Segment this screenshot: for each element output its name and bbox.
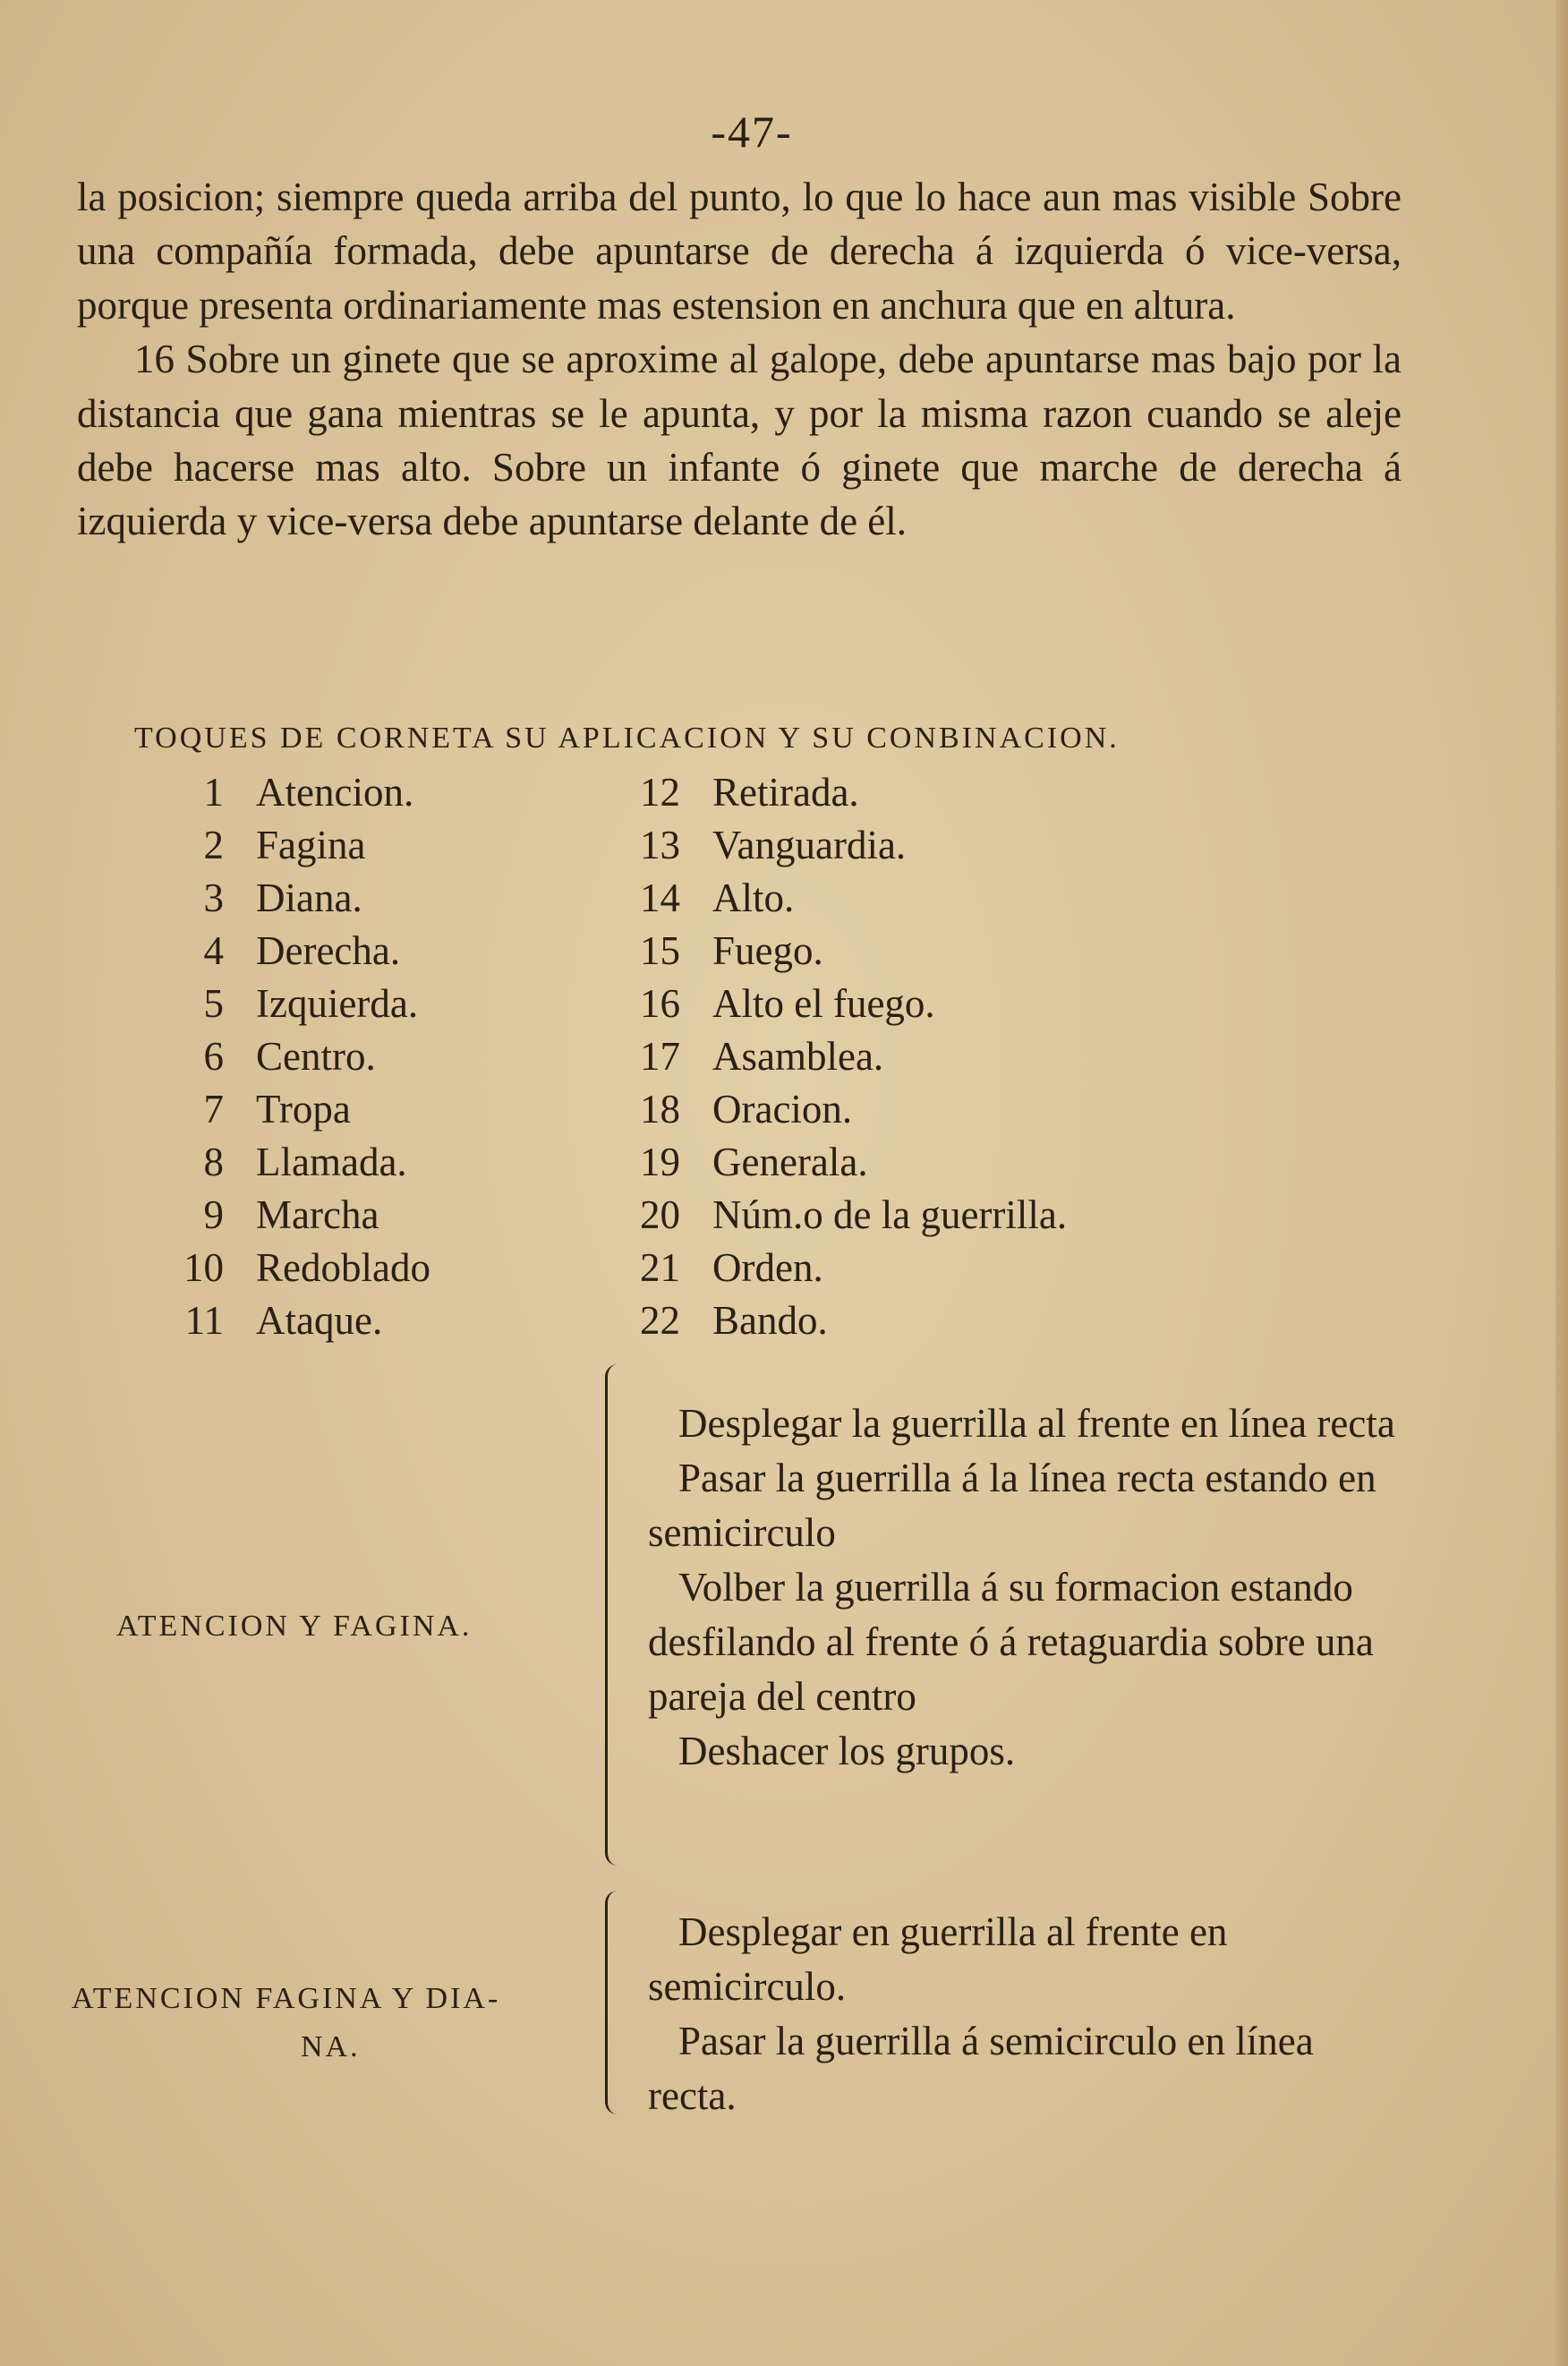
toque-item (170, 818, 365, 872)
toque-item (626, 1188, 1067, 1242)
toque-label: Vanguardia. (712, 823, 907, 867)
toque-label: Izquierda. (256, 981, 419, 1026)
toque-item (170, 1135, 407, 1189)
toque-label: Llamada. (256, 1140, 407, 1184)
toque-number: 16 (640, 981, 680, 1026)
toque-label: Oracion. (712, 1087, 853, 1132)
toque-number: 8 (203, 1140, 224, 1184)
combination-items (648, 1905, 1398, 2123)
toque-number: 21 (640, 1245, 680, 1290)
paragraph-2: 16 Sobre un ginete que se aproxime al galope, debe apuntarse mas bajo por la distancia que gana mientras se le apunta, y por la misma razon cuando se aleje debe hacerse mas alto. Sobre un infante ó ginete que marche de derecha á izquierda y vice-versa debe apuntarse delante de él. (77, 337, 1402, 544)
toque-item (170, 765, 413, 819)
toque-number: 9 (203, 1192, 224, 1237)
toque-number: 2 (203, 823, 224, 867)
toques-list (0, 765, 1568, 1356)
toque-number: 12 (640, 770, 680, 815)
toque-label: Fagina (256, 823, 366, 867)
toque-number: 3 (203, 876, 224, 920)
group-brace (605, 1891, 627, 2114)
toque-label: Tropa (256, 1087, 351, 1132)
toque-number: 19 (640, 1140, 680, 1184)
toque-number: 22 (640, 1298, 680, 1343)
toque-number: 1 (203, 770, 224, 815)
toque-label: Alto. (712, 876, 795, 920)
toque-label: Ataque. (256, 1298, 383, 1343)
toque-number: 13 (640, 823, 680, 867)
toque-item (626, 924, 823, 978)
toque-item (626, 765, 859, 819)
combination-item: Desplegar la guerrilla al frente en línea recta (678, 1401, 1395, 1446)
toque-item (626, 1241, 823, 1294)
toque-label: Núm.o de la guerrilla. (712, 1192, 1068, 1237)
toque-number: 17 (640, 1034, 680, 1079)
combination-item: Pasar la guerrilla á la línea recta estando en semicirculo (648, 1456, 1376, 1555)
toque-number: 18 (640, 1087, 680, 1132)
combination-items (648, 1397, 1398, 1779)
body-text (77, 170, 1402, 549)
toque-number: 10 (183, 1245, 224, 1290)
toque-label: Generala. (712, 1140, 868, 1184)
toque-label: Retirada. (712, 770, 859, 815)
toque-label: Atencion. (256, 770, 414, 815)
combination-label-line-1: ATENCION FAGINA Y DIA- (72, 1982, 501, 2015)
combination-item: Desplegar en guerrilla al frente en semicirculo. (648, 1909, 1228, 2009)
toque-item (170, 1188, 379, 1242)
group-brace (605, 1364, 627, 1866)
toque-item (626, 977, 935, 1030)
toque-label: Derecha. (256, 928, 401, 973)
toque-number: 4 (203, 928, 224, 973)
combination-label: ATENCION Y FAGINA. (116, 1610, 473, 1643)
toque-item (170, 1082, 351, 1136)
toque-number: 5 (203, 981, 224, 1026)
toque-label: Fuego. (712, 928, 823, 973)
toque-item (626, 871, 794, 925)
combination-group-1 (0, 1361, 1568, 1871)
toque-item (170, 1294, 382, 1347)
toque-item (626, 1029, 883, 1083)
toque-number: 20 (640, 1192, 680, 1237)
toque-number: 6 (203, 1034, 224, 1079)
combination-item: Pasar la guerrilla á semicirculo en línea recta. (648, 2019, 1314, 2118)
toque-item (626, 1294, 828, 1347)
toque-number: 15 (640, 928, 680, 973)
toque-number: 11 (184, 1298, 224, 1343)
toque-item (170, 1241, 430, 1294)
page-number: -47- (711, 107, 793, 157)
toque-item (170, 977, 418, 1030)
toque-item (626, 1135, 868, 1189)
toque-item (170, 871, 362, 925)
toque-label: Bando. (712, 1298, 828, 1343)
toque-item (626, 1082, 852, 1136)
paragraph-1: la posicion; siempre queda arriba del punto, lo que lo hace aun mas visible Sobre una compañía formada, debe apuntarse de derecha á izquierda ó vice-versa, porque presenta ordinariamente mas estension en anchura que en altura. (77, 175, 1402, 328)
toque-label: Diana. (256, 876, 362, 920)
combination-item: Deshacer los grupos. (678, 1729, 1016, 1773)
toque-number: 7 (203, 1087, 224, 1132)
toques-heading: TOQUES DE CORNETA SU APLICACION Y SU CONBINACION. (134, 722, 1120, 755)
toque-label: Asamblea. (712, 1034, 884, 1079)
combination-label (72, 1975, 500, 2071)
toque-label: Centro. (256, 1034, 376, 1079)
toque-item (626, 818, 906, 872)
toque-item (170, 924, 400, 978)
toque-item (170, 1029, 376, 1083)
toque-label: Orden. (712, 1245, 823, 1290)
toque-number: 14 (640, 876, 680, 920)
toque-label: Alto el fuego. (712, 981, 935, 1026)
toque-label: Marcha (256, 1192, 379, 1237)
toque-label: Redoblado (256, 1245, 430, 1290)
combination-label-line-2: NA. (301, 2030, 361, 2063)
combination-group-2 (0, 1887, 1568, 2120)
combination-item: Volber la guerrilla á su formacion estando desfilando al frente ó á retaguardia sobre una pareja del centro (648, 1565, 1374, 1719)
